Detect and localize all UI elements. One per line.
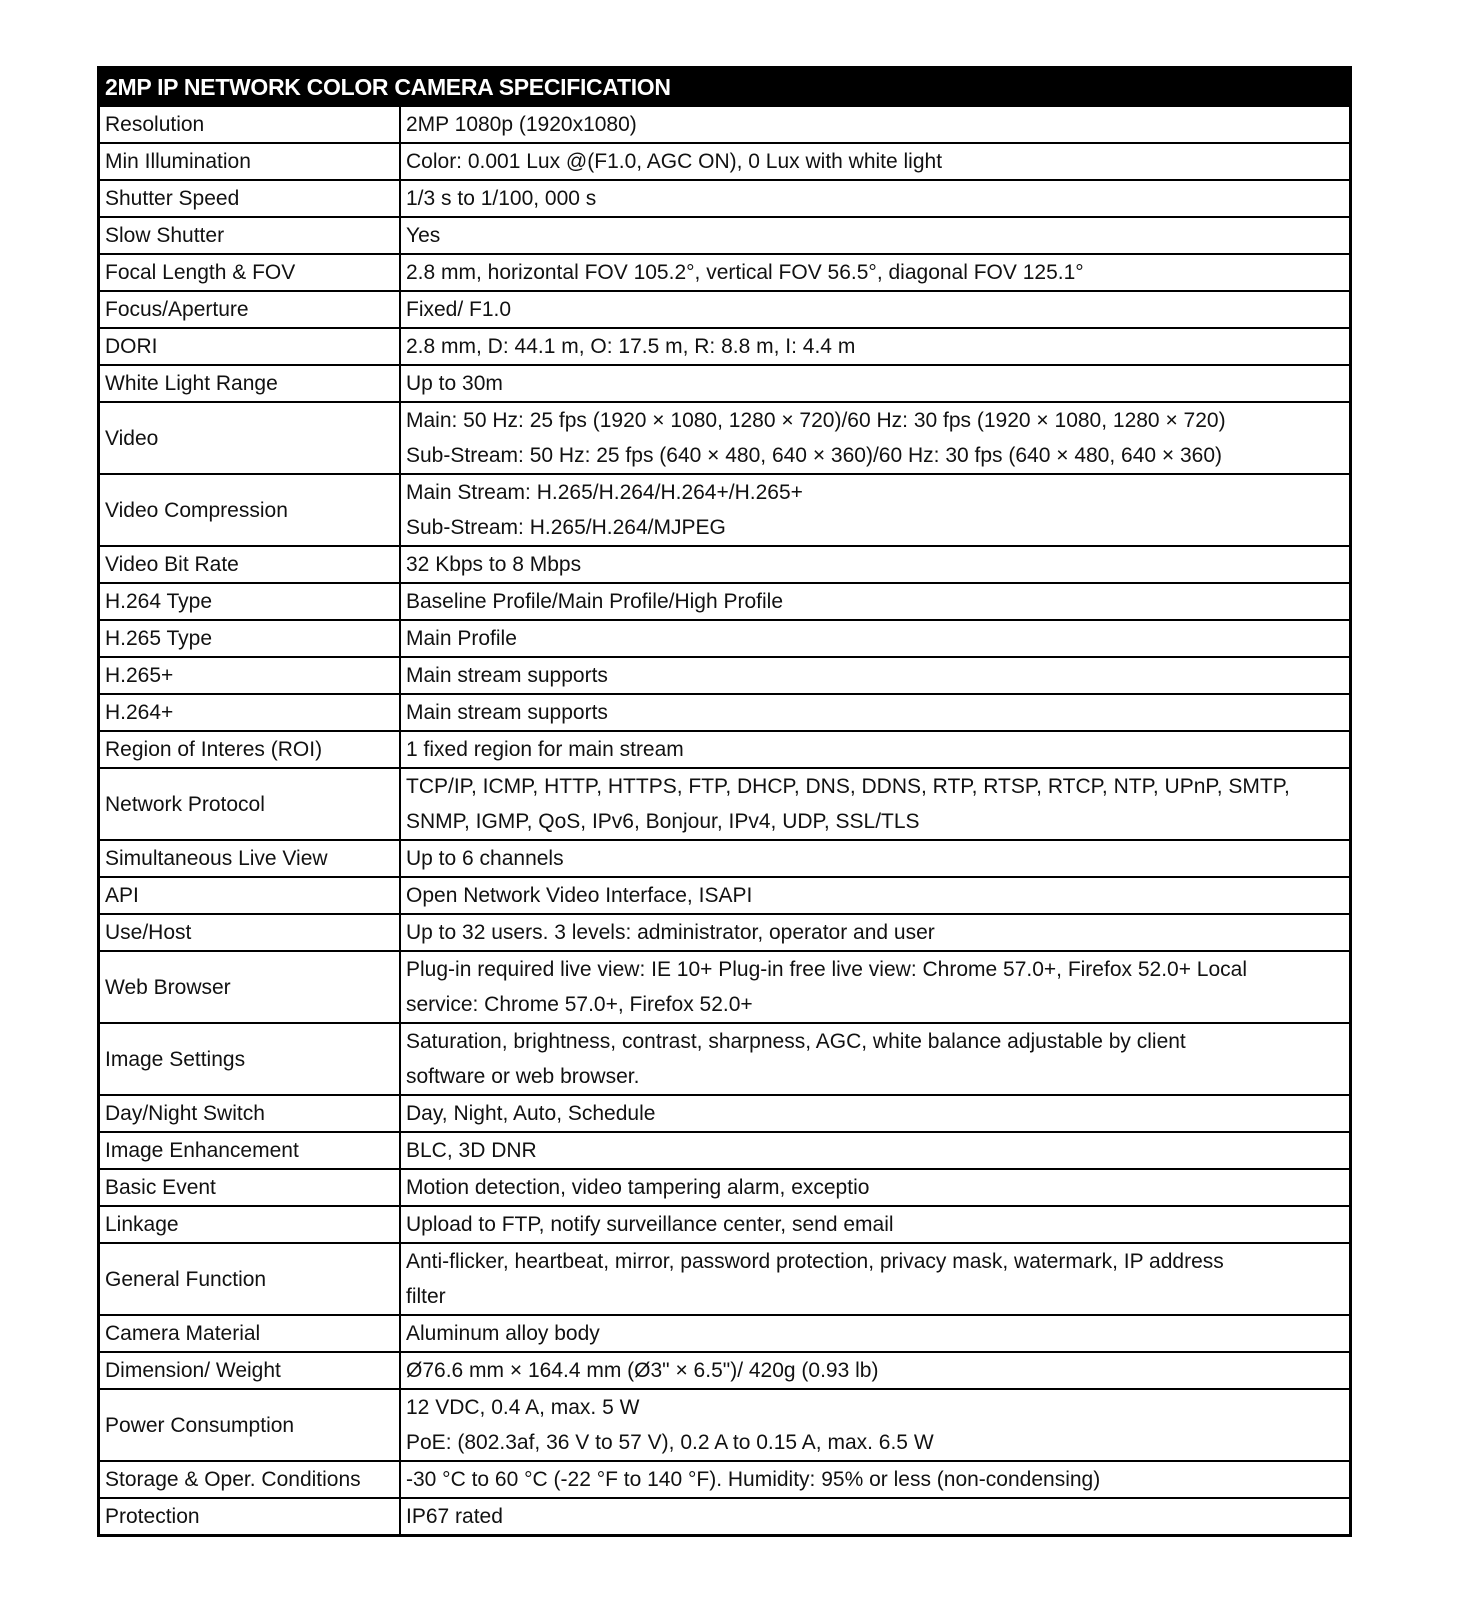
spec-value (400, 840, 1351, 877)
table-header-row (99, 68, 1351, 107)
spec-label: H.265 Type (99, 620, 401, 657)
spec-value (400, 620, 1351, 657)
spec-value-line: software or web browser. (406, 1065, 640, 1088)
spec-label: White Light Range (99, 365, 401, 402)
table-row (99, 546, 1351, 583)
spec-value (400, 1461, 1351, 1498)
table-row (99, 620, 1351, 657)
spec-value (400, 402, 1351, 474)
table-row (99, 1169, 1351, 1206)
spec-label: Simultaneous Live View (99, 840, 401, 877)
spec-value-line: TCP/IP, ICMP, HTTP, HTTPS, FTP, DHCP, DNS, DDNS, RTP, RTSP, RTCP, NTP, UPnP, SMTP, (406, 775, 1290, 798)
table-row (99, 768, 1351, 840)
spec-label: Day/Night Switch (99, 1095, 401, 1132)
spec-value-line: 2.8 mm, horizontal FOV 105.2°, vertical FOV 56.5°, diagonal FOV 125.1° (406, 261, 1084, 284)
spec-value (400, 254, 1351, 291)
table-row (99, 254, 1351, 291)
spec-value (400, 694, 1351, 731)
table-row (99, 291, 1351, 328)
spec-value-line: 2.8 mm, D: 44.1 m, O: 17.5 m, R: 8.8 m, I: 4.4 m (406, 335, 856, 358)
spec-value (400, 951, 1351, 1023)
spec-label: Network Protocol (99, 768, 401, 840)
table-row (99, 694, 1351, 731)
spec-label: Storage & Oper. Conditions (99, 1461, 401, 1498)
spec-label: Resolution (99, 106, 401, 143)
spec-value (400, 180, 1351, 217)
spec-value (400, 1023, 1351, 1095)
spec-label: Image Settings (99, 1023, 401, 1095)
spec-label: Dimension/ Weight (99, 1352, 401, 1389)
spec-value-line: Up to 30m (406, 372, 503, 395)
table-row (99, 914, 1351, 951)
table-row (99, 180, 1351, 217)
spec-value-line: Main: 50 Hz: 25 fps (1920 × 1080, 1280 × 720)/60 Hz: 30 fps (1920 × 1080, 1280 × 720) (406, 409, 1226, 432)
spec-label: Basic Event (99, 1169, 401, 1206)
spec-value-line: -30 °C to 60 °C (-22 °F to 140 °F). Humidity: 95% or less (non-condensing) (406, 1468, 1101, 1491)
table-row (99, 951, 1351, 1023)
spec-value-line: Main Profile (406, 627, 517, 650)
spec-value-line: Saturation, brightness, contrast, sharpness, AGC, white balance adjustable by client (406, 1030, 1186, 1053)
table-row (99, 1132, 1351, 1169)
spec-label: DORI (99, 328, 401, 365)
table-row (99, 840, 1351, 877)
spec-value (400, 106, 1351, 143)
spec-value-line: Open Network Video Interface, ISAPI (406, 884, 753, 907)
spec-value-line: Fixed/ F1.0 (406, 298, 512, 321)
spec-value-line: Motion detection, video tampering alarm, exceptio (406, 1176, 870, 1199)
spec-value-line: Main stream supports (406, 664, 608, 687)
spec-value-line: BLC, 3D DNR (406, 1139, 537, 1162)
spec-label: Protection (99, 1498, 401, 1536)
spec-value-line: 12 VDC, 0.4 A, max. 5 W (406, 1396, 640, 1419)
spec-value (400, 657, 1351, 694)
spec-value (400, 914, 1351, 951)
table-row (99, 1389, 1351, 1461)
spec-value (400, 1132, 1351, 1169)
spec-label: Region of Interes (ROI) (99, 731, 401, 768)
spec-label: Power Consumption (99, 1389, 401, 1461)
spec-value (400, 1243, 1351, 1315)
spec-value (400, 1169, 1351, 1206)
spec-label: Focal Length & FOV (99, 254, 401, 291)
table-row (99, 474, 1351, 546)
spec-value-line: Up to 6 channels (406, 847, 564, 870)
spec-value-line: Up to 32 users. 3 levels: administrator, operator and user (406, 921, 935, 944)
spec-value (400, 143, 1351, 180)
table-row (99, 1243, 1351, 1315)
spec-value-line: Upload to FTP, notify surveillance center, send email (406, 1213, 894, 1236)
spec-value-line: Anti-flicker, heartbeat, mirror, password protection, privacy mask, watermark, IP address (406, 1250, 1224, 1273)
spec-value-line: 1 fixed region for main stream (406, 738, 684, 761)
spec-rows (99, 106, 1351, 1536)
table-row (99, 402, 1351, 474)
spec-label: H.264+ (99, 694, 401, 731)
spec-value (400, 1498, 1351, 1536)
spec-value-line: 2MP 1080p (1920x1080) (406, 113, 637, 136)
spec-value-line: Color: 0.001 Lux @(F1.0, AGC ON), 0 Lux with white light (406, 150, 943, 173)
spec-value-line: Main Stream: H.265/H.264/H.264+/H.265+ (406, 481, 803, 504)
spec-value-line: SNMP, IGMP, QoS, IPv6, Bonjour, IPv4, UDP, SSL/TLS (406, 810, 920, 833)
spec-value-line: PoE: (802.3af, 36 V to 57 V), 0.2 A to 0.15 A, max. 6.5 W (406, 1431, 934, 1454)
spec-value-line: Main stream supports (406, 701, 608, 724)
spec-value-line: Sub-Stream: H.265/H.264/MJPEG (406, 516, 726, 539)
spec-value-line: Aluminum alloy body (406, 1322, 600, 1345)
spec-value (400, 1315, 1351, 1352)
spec-value-line: service: Chrome 57.0+, Firefox 52.0+ (406, 993, 753, 1016)
spec-value-line: filter (406, 1285, 446, 1308)
table-row (99, 328, 1351, 365)
spec-label: API (99, 877, 401, 914)
spec-value-line: IP67 rated (406, 1505, 503, 1528)
spec-value (400, 1206, 1351, 1243)
spec-value (400, 217, 1351, 254)
table-row (99, 1023, 1351, 1095)
table-row (99, 217, 1351, 254)
spec-value (400, 731, 1351, 768)
spec-value-line: Sub-Stream: 50 Hz: 25 fps (640 × 480, 640 × 360)/60 Hz: 30 fps (640 × 480, 640 × 360) (406, 444, 1223, 467)
table-row (99, 731, 1351, 768)
table-row (99, 877, 1351, 914)
spec-label: Camera Material (99, 1315, 401, 1352)
spec-label: Web Browser (99, 951, 401, 1023)
spec-label: Min Illumination (99, 143, 401, 180)
spec-label: Shutter Speed (99, 180, 401, 217)
spec-value (400, 1389, 1351, 1461)
table-row (99, 365, 1351, 402)
spec-value (400, 583, 1351, 620)
spec-value-line: 32 Kbps to 8 Mbps (406, 553, 582, 576)
table-row (99, 1461, 1351, 1498)
spec-label: Focus/Aperture (99, 291, 401, 328)
spec-label: H.264 Type (99, 583, 401, 620)
spec-label: H.265+ (99, 657, 401, 694)
spec-value (400, 546, 1351, 583)
spec-value-line: Ø76.6 mm × 164.4 mm (Ø3" × 6.5")/ 420g (0.93 lb) (406, 1359, 879, 1382)
spec-value (400, 768, 1351, 840)
spec-value (400, 877, 1351, 914)
spec-value-line: Yes (406, 224, 441, 247)
spec-label: Video Compression (99, 474, 401, 546)
spec-label: Use/Host (99, 914, 401, 951)
spec-value-line: Baseline Profile/Main Profile/High Profile (406, 590, 784, 613)
spec-label: Video (99, 402, 401, 474)
table-title: 2MP IP NETWORK COLOR CAMERA SPECIFICATION (99, 68, 1351, 107)
spec-label: Linkage (99, 1206, 401, 1243)
spec-label: Image Enhancement (99, 1132, 401, 1169)
table-row (99, 1352, 1351, 1389)
spec-value-line: Plug-in required live view: IE 10+ Plug-in free live view: Chrome 57.0+, Firefox 52.0+ Local (406, 958, 1248, 981)
spec-label: Video Bit Rate (99, 546, 401, 583)
spec-table (97, 66, 1352, 1537)
spec-value (400, 291, 1351, 328)
spec-value (400, 474, 1351, 546)
spec-value (400, 328, 1351, 365)
spec-value (400, 1352, 1351, 1389)
table-row (99, 143, 1351, 180)
table-row (99, 657, 1351, 694)
spec-label: Slow Shutter (99, 217, 401, 254)
spec-value (400, 365, 1351, 402)
table-row (99, 1095, 1351, 1132)
table-row (99, 1315, 1351, 1352)
table-row (99, 583, 1351, 620)
spec-value-line: Day, Night, Auto, Schedule (406, 1102, 656, 1125)
table-row (99, 106, 1351, 143)
spec-value-line: 1/3 s to 1/100, 000 s (406, 187, 597, 210)
table-row (99, 1206, 1351, 1243)
spec-value (400, 1095, 1351, 1132)
spec-label: General Function (99, 1243, 401, 1315)
table-row (99, 1498, 1351, 1536)
